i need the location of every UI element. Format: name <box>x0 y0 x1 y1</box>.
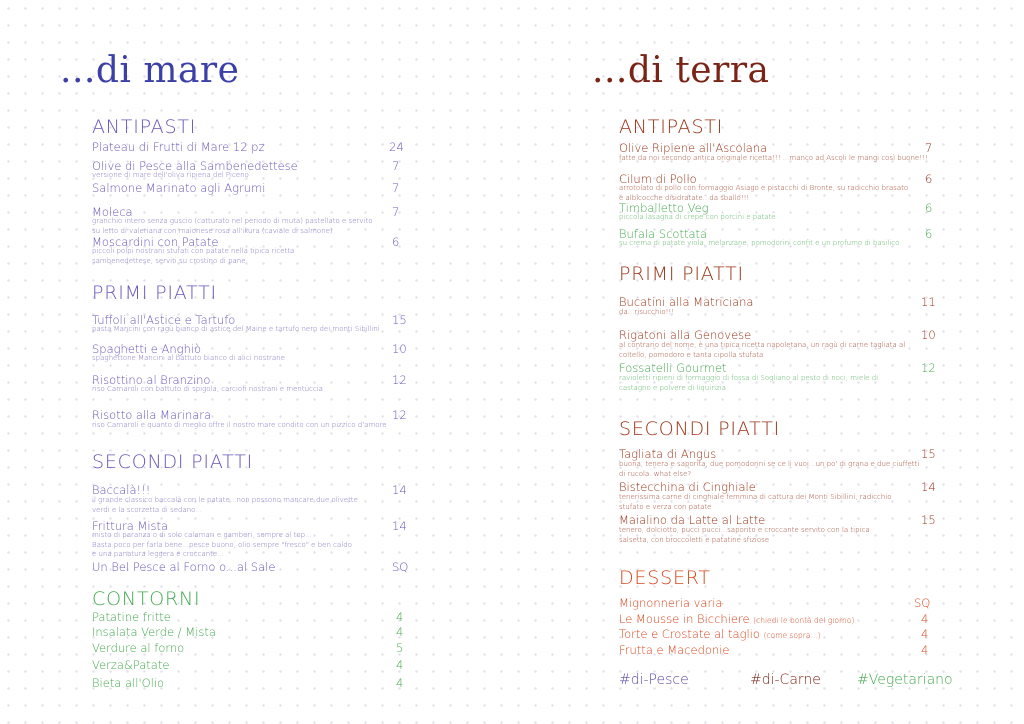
menu-item-price: 14 <box>392 483 407 497</box>
menu-item-description: granchio intero senza guscio (catturato nel periodo di muta) pastellato e servito su letto di valeriana con maionese rosa all'ikura (caviale di salmone) <box>92 217 373 235</box>
mare-secondi-heading: SECONDI PIATTI <box>92 451 254 473</box>
menu-item-description: misto di paranza o di solo calamari e gamberi, sempre al top... Basta poco per farla bene...pesce buono, olio sempre "fresco" e ben caldo e una panatura leggera e croccante... <box>92 531 352 559</box>
menu-item-price: SQ <box>392 560 409 574</box>
dessert-label: Le Mousse in Bicchiere <box>619 612 750 626</box>
menu-item-price: 7 <box>925 141 933 155</box>
menu-item-price: 7 <box>392 159 400 173</box>
menu-item-description: piccola lasagna di crepe con porcini e patate <box>619 213 776 221</box>
menu-item-price: 6 <box>925 172 933 186</box>
menu-item-description: versione di mare dell'oliva ripiena del Piceno <box>92 171 249 179</box>
menu-item-description: su crema di patate viola, melanzane, pomodorini confit e un profumo di basilico. <box>619 239 902 247</box>
menu-item-name: Rigatoni alla Genovese <box>619 328 752 342</box>
menu-item-name: Patatine fritte <box>92 610 171 624</box>
menu-item-name <box>619 627 821 641</box>
menu-item-description: riso Carnaroli e quanto di meglio offre il nostro mare condito con un pizzico d'amore <box>92 421 387 429</box>
menu-item-name: Insalata Verde / Mista <box>92 625 216 639</box>
menu-item-price: 4 <box>396 610 404 624</box>
menu-item-description: buona, tenera e saporita, due pomodorini se ce li vuoi...un po' di grana e due ciuffetti di rucola. what else? <box>619 460 920 478</box>
menu-item-name: Baccalà!!! <box>92 483 151 497</box>
menu-item-description: tenerissima carne di cinghiale femmina di cattura dei Monti Sibillini, radicchio stufato e verza con patate <box>619 493 892 511</box>
legend-carne: #di-Carne <box>750 672 821 688</box>
menu-item-description: da...risucchio!!! <box>619 308 675 316</box>
menu-item-price: 4 <box>396 625 404 639</box>
terra-title: ...di terra <box>592 50 770 91</box>
menu-item-name: Moleca <box>92 205 133 219</box>
menu-item-price: 4 <box>921 612 929 626</box>
menu-item-name: Verza&Patate <box>92 658 170 672</box>
menu-item-name: Timballetto Veg <box>619 201 709 215</box>
menu-item-name: Plateau di Frutti di Mare 12 pz <box>92 140 265 154</box>
menu-item-name: Cilum di Pollo <box>619 172 697 186</box>
menu-item-price: 15 <box>921 513 936 527</box>
menu-item-price: 10 <box>921 328 936 342</box>
menu-item-price: 12 <box>392 373 407 387</box>
menu-item-name: Bufala Scottata <box>619 227 708 241</box>
menu-item-description: fatte da noi secondo antica originale ricetta!!! ...manco ad Ascoli le mangi così buone!!! <box>619 154 928 162</box>
menu-item-name: Verdure al forno <box>92 641 185 655</box>
menu-item-name: Maialino da Latte al Latte <box>619 513 766 527</box>
menu-item-price: 10 <box>392 342 407 356</box>
menu-item-price: 6 <box>392 235 400 249</box>
terra-primi-heading: PRIMI PIATTI <box>619 263 744 285</box>
menu-item-description: ravioletti ripieni di formaggio di fossa di Sogliano al pesto di noci, miele di castagno e polvere di liquirizia <box>619 374 879 392</box>
contorni-heading: CONTORNI <box>92 588 201 610</box>
mare-title: ...di mare <box>60 50 240 91</box>
dessert-heading: DESSERT <box>619 567 711 589</box>
menu-item-price: 6 <box>925 227 933 241</box>
menu-item-name: Spaghetti e Anghiò <box>92 342 202 356</box>
menu-item-name: Bistecchina di Cinghiale <box>619 480 756 494</box>
menu-item-description: arrotolato di pollo con formaggio Asiago e pistacchi di Bronte, su radicchio brasato e albicocche disidratate...da sballo!!! <box>619 184 909 202</box>
menu-item-description: piccoli polpi nostrani stufati con patate nella tipica ricetta sambenedettese, serviti su crostino di pane <box>92 247 295 265</box>
menu-item-name: Frutta e Macedonie <box>619 643 730 657</box>
legend-vegetariano: #Vegetariano <box>857 672 953 688</box>
menu-item-price: 11 <box>921 295 936 309</box>
menu-item-name: Olive Ripiene all'Ascolana <box>619 141 768 155</box>
mare-primi-heading: PRIMI PIATTI <box>92 282 217 304</box>
terra-secondi-heading: SECONDI PIATTI <box>619 418 781 440</box>
menu-item-price: 4 <box>396 676 404 690</box>
menu-item-name: Mignonneria varia <box>619 596 723 610</box>
menu-item-name: Salmone Marinato agli Agrumi <box>92 181 266 195</box>
menu-item-name: Risotto alla Marinara <box>92 408 212 422</box>
menu-item-price: 15 <box>392 313 407 327</box>
menu-item-price: 4 <box>921 627 929 641</box>
menu-item-description: riso Carnaroli con battuto di spigola, carciofi nostrani e mentuccia <box>92 385 323 393</box>
menu-item-price: 4 <box>921 643 929 657</box>
menu-item-description: tenero, dolciotto, pucci pucci...saporito e croccante servito con la tipica salsetta, con broccoletti e patatine sfiziose <box>619 526 870 544</box>
menu-item-price: 14 <box>921 480 936 494</box>
menu-item-name: Frittura Mista <box>92 519 169 533</box>
menu-item-name: Bieta all'Olio <box>92 676 165 690</box>
menu-item-price: 12 <box>392 408 407 422</box>
menu-item-description: il grande classico baccalà con le patate...non possono mancare due olivette verdi e la scorzetta di sedano... <box>92 496 358 514</box>
menu-item-price: 14 <box>392 519 407 533</box>
menu-item-description: al contrario del nome, è una tipica ricetta napoletana, un ragù di carne tagliata al coltello, pomodoro e tanta cipolla stufata <box>619 341 906 359</box>
menu-item-name: Tuffoli all'Astice e Tartufo <box>92 313 236 327</box>
menu-item-name: Tagliata di Angus <box>619 447 717 461</box>
dessert-note: (come sopra...) <box>763 631 821 640</box>
menu-item-price: 12 <box>921 361 936 375</box>
terra-antipasti-heading: ANTIPASTI <box>619 116 724 138</box>
legend-pesce: #di-Pesce <box>619 672 689 688</box>
menu-item-price: 5 <box>396 641 404 655</box>
menu-item-price: 7 <box>392 181 400 195</box>
menu-item-name: Fossatelli Gourmet <box>619 361 727 375</box>
dessert-label: Torte e Crostate al taglio <box>619 627 760 641</box>
menu-item-price: 15 <box>921 447 936 461</box>
menu-item-price: 24 <box>389 140 404 154</box>
menu-item-description: spaghettone Mancini al battuto bianco di alici nostrane <box>92 354 285 362</box>
menu-item-price: SQ <box>914 596 931 610</box>
menu-item-name: Un Bel Pesce al Forno o...al Sale <box>92 560 276 574</box>
menu-item-name: Olive di Pesce alla Sambenedettese <box>92 159 298 173</box>
menu-item-price: 6 <box>925 201 933 215</box>
menu-item-price: 7 <box>392 205 400 219</box>
menu-item-name: Risottino al Branzino <box>92 373 211 387</box>
menu-item-name: Moscardini con Patate <box>92 235 219 249</box>
mare-antipasti-heading: ANTIPASTI <box>92 116 197 138</box>
menu-item-name: Bucatini alla Matriciana <box>619 295 754 309</box>
dessert-note: (chiedi le bontà del giorno) <box>753 616 855 625</box>
menu-item-price: 4 <box>396 658 404 672</box>
menu-item-name <box>619 612 854 626</box>
menu-item-description: pasta Mancini con ragù bianco di astice del Maine e tartufo nero dei monti Sibillini <box>92 325 380 333</box>
